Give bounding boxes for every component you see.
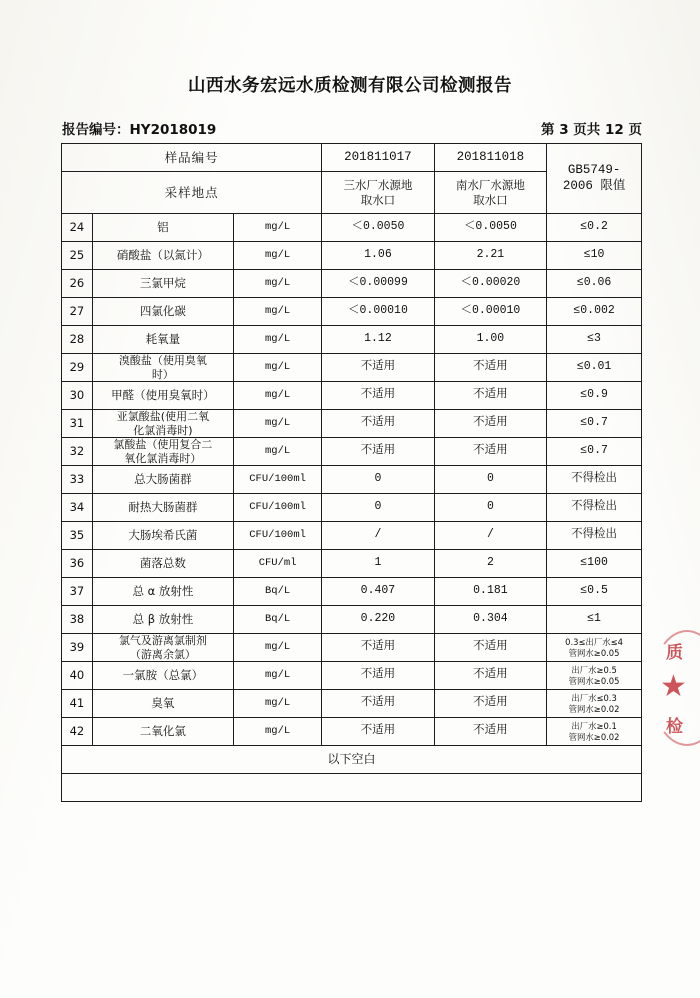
table-row	[62, 606, 642, 634]
row-parameter-name: 耐热大肠菌群	[92, 494, 233, 522]
table-row	[62, 410, 642, 438]
table-row	[62, 662, 642, 690]
seal-char-2: 检	[666, 717, 683, 737]
row-value-sample-1: 不适用	[322, 354, 434, 382]
row-value-sample-2: 2.21	[434, 242, 546, 270]
row-unit: mg/L	[234, 214, 322, 242]
row-unit: CFU/ml	[234, 550, 322, 578]
row-value-sample-2: 1.00	[434, 326, 546, 354]
row-parameter-name: 亚氯酸盐(使用二氧 化氯消毒时)	[92, 410, 233, 438]
row-parameter-name: 大肠埃希氏菌	[92, 522, 233, 550]
row-value-sample-1: 0.220	[322, 606, 434, 634]
row-value-sample-2: 不适用	[434, 354, 546, 382]
row-parameter-name: 臭氧	[92, 690, 233, 718]
blank-area	[62, 774, 642, 802]
row-limit-value: 不得检出	[547, 494, 642, 522]
row-index: 26	[62, 270, 93, 298]
table-row	[62, 718, 642, 746]
table-row	[62, 578, 642, 606]
row-unit: CFU/100ml	[234, 466, 322, 494]
row-value-sample-2: 0	[434, 494, 546, 522]
table-row	[62, 270, 642, 298]
row-value-sample-1: 不适用	[322, 410, 434, 438]
report-number: 报告编号：HY2018019	[62, 122, 217, 138]
row-value-sample-2: 不适用	[434, 690, 546, 718]
row-unit: mg/L	[234, 438, 322, 466]
row-value-sample-1: 不适用	[322, 662, 434, 690]
row-unit: mg/L	[234, 634, 322, 662]
row-parameter-name: 甲醛（使用臭氧时）	[92, 382, 233, 410]
row-value-sample-1: 不适用	[322, 382, 434, 410]
row-parameter-name: 总 α 放射性	[92, 578, 233, 606]
table-row	[62, 522, 642, 550]
table-row	[62, 298, 642, 326]
row-value-sample-1: 1.12	[322, 326, 434, 354]
row-parameter-name: 一氯胺（总氯）	[92, 662, 233, 690]
row-unit: mg/L	[234, 242, 322, 270]
row-parameter-name: 铝	[92, 214, 233, 242]
row-index: 30	[62, 382, 93, 410]
row-limit-value: ≤3	[547, 326, 642, 354]
row-value-sample-2: 不适用	[434, 662, 546, 690]
row-value-sample-1: /	[322, 522, 434, 550]
row-limit-value: ≤0.2	[547, 214, 642, 242]
header-sample-no-2: 201811018	[434, 144, 546, 172]
row-limit-value: ≤0.9	[547, 382, 642, 410]
row-value-sample-2: 2	[434, 550, 546, 578]
header-sampling-site-label: 采样地点	[62, 172, 322, 214]
row-unit: CFU/100ml	[234, 522, 322, 550]
row-index: 38	[62, 606, 93, 634]
table-row	[62, 354, 642, 382]
table-row	[62, 550, 642, 578]
row-limit-value: ≤10	[547, 242, 642, 270]
seal-arc	[650, 630, 700, 746]
results-table	[61, 143, 642, 802]
row-index: 25	[62, 242, 93, 270]
row-parameter-name: 菌落总数	[92, 550, 233, 578]
row-unit: mg/L	[234, 718, 322, 746]
table-row	[62, 382, 642, 410]
row-index: 29	[62, 354, 93, 382]
row-limit-value: ≤1	[547, 606, 642, 634]
row-unit: Bq/L	[234, 578, 322, 606]
row-parameter-name: 总大肠菌群	[92, 466, 233, 494]
table-row	[62, 690, 642, 718]
row-parameter-name: 氯酸盐（使用复合二 氧化氯消毒时）	[92, 438, 233, 466]
header-sample-no-1: 201811017	[322, 144, 434, 172]
row-value-sample-1: ＜0.00099	[322, 270, 434, 298]
row-value-sample-2: 0.181	[434, 578, 546, 606]
report-meta	[62, 118, 642, 138]
row-value-sample-1: ＜0.0050	[322, 214, 434, 242]
row-value-sample-1: ＜0.00010	[322, 298, 434, 326]
row-index: 37	[62, 578, 93, 606]
row-unit: mg/L	[234, 382, 322, 410]
page-title: 山西水务宏远水质检测有限公司检测报告	[188, 76, 512, 96]
row-limit-value: ≤0.7	[547, 438, 642, 466]
row-value-sample-2: 不适用	[434, 382, 546, 410]
row-index: 34	[62, 494, 93, 522]
row-index: 31	[62, 410, 93, 438]
row-unit: mg/L	[234, 354, 322, 382]
row-index: 32	[62, 438, 93, 466]
row-index: 27	[62, 298, 93, 326]
table-row	[62, 494, 642, 522]
row-parameter-name: 耗氧量	[92, 326, 233, 354]
row-index: 33	[62, 466, 93, 494]
table-row	[62, 634, 642, 662]
company-seal-stamp	[652, 628, 700, 746]
row-parameter-name: 三氯甲烷	[92, 270, 233, 298]
row-unit: Bq/L	[234, 606, 322, 634]
row-unit: mg/L	[234, 270, 322, 298]
row-limit-value: ≤0.5	[547, 578, 642, 606]
row-value-sample-2: 不适用	[434, 410, 546, 438]
row-value-sample-2: 不适用	[434, 634, 546, 662]
table-row	[62, 326, 642, 354]
row-value-sample-1: 1	[322, 550, 434, 578]
blank-note-text: 以下空白	[62, 746, 642, 774]
header-limit-label: GB5749- 2006 限值	[547, 144, 642, 214]
row-parameter-name: 氯气及游离氯制剂 （游离余氯）	[92, 634, 233, 662]
row-unit: mg/L	[234, 410, 322, 438]
row-limit-value: 出厂水≥0.1 管网水≥0.02	[547, 718, 642, 746]
row-limit-value: 不得检出	[547, 522, 642, 550]
row-unit: mg/L	[234, 690, 322, 718]
header-sample-no-label: 样品编号	[62, 144, 322, 172]
row-limit-value: 出厂水≥0.5 管网水≥0.05	[547, 662, 642, 690]
row-limit-value: ≤0.06	[547, 270, 642, 298]
row-index: 35	[62, 522, 93, 550]
row-unit: mg/L	[234, 662, 322, 690]
row-limit-value: ≤0.7	[547, 410, 642, 438]
row-value-sample-1: 0.407	[322, 578, 434, 606]
row-index: 41	[62, 690, 93, 718]
page-number: 第 3 页共 12 页	[541, 122, 642, 138]
row-index: 36	[62, 550, 93, 578]
row-value-sample-2: 不适用	[434, 438, 546, 466]
row-value-sample-2: ＜0.00010	[434, 298, 546, 326]
row-parameter-name: 硝酸盐（以氮计）	[92, 242, 233, 270]
row-index: 39	[62, 634, 93, 662]
table-row	[62, 242, 642, 270]
header-sampling-site-1: 三水厂水源地 取水口	[322, 172, 434, 214]
row-limit-value: ≤0.01	[547, 354, 642, 382]
row-parameter-name: 四氯化碳	[92, 298, 233, 326]
header-sampling-site-2: 南水厂水源地 取水口	[434, 172, 546, 214]
row-parameter-name: 总 β 放射性	[92, 606, 233, 634]
row-unit: mg/L	[234, 298, 322, 326]
row-limit-value: ≤0.002	[547, 298, 642, 326]
blank-note-row	[62, 746, 642, 774]
table-row	[62, 438, 642, 466]
row-value-sample-2: 不适用	[434, 718, 546, 746]
row-value-sample-1: 不适用	[322, 634, 434, 662]
seal-char-1: 质	[666, 643, 683, 663]
row-value-sample-2: ＜0.0050	[434, 214, 546, 242]
row-index: 24	[62, 214, 93, 242]
row-value-sample-2: ＜0.00020	[434, 270, 546, 298]
row-value-sample-1: 0	[322, 494, 434, 522]
row-parameter-name: 溴酸盐（使用臭氧 时）	[92, 354, 233, 382]
row-value-sample-2: 0.304	[434, 606, 546, 634]
table-row	[62, 214, 642, 242]
row-value-sample-2: 0	[434, 466, 546, 494]
row-value-sample-1: 不适用	[322, 438, 434, 466]
row-limit-value: 0.3≤出厂水≤4 管网水≥0.05	[547, 634, 642, 662]
row-value-sample-1: 不适用	[322, 718, 434, 746]
table-header-row-sample-no	[62, 144, 642, 172]
row-unit: CFU/100ml	[234, 494, 322, 522]
row-limit-value: 出厂水≤0.3 管网水≥0.02	[547, 690, 642, 718]
row-value-sample-1: 0	[322, 466, 434, 494]
row-value-sample-1: 不适用	[322, 690, 434, 718]
row-index: 42	[62, 718, 93, 746]
blank-area-row	[62, 774, 642, 802]
table-row	[62, 466, 642, 494]
seal-star-icon: ★	[660, 670, 687, 703]
row-index: 28	[62, 326, 93, 354]
row-index: 40	[62, 662, 93, 690]
row-parameter-name: 二氧化氯	[92, 718, 233, 746]
row-value-sample-1: 1.06	[322, 242, 434, 270]
row-value-sample-2: /	[434, 522, 546, 550]
row-limit-value: 不得检出	[547, 466, 642, 494]
row-limit-value: ≤100	[547, 550, 642, 578]
row-unit: mg/L	[234, 326, 322, 354]
